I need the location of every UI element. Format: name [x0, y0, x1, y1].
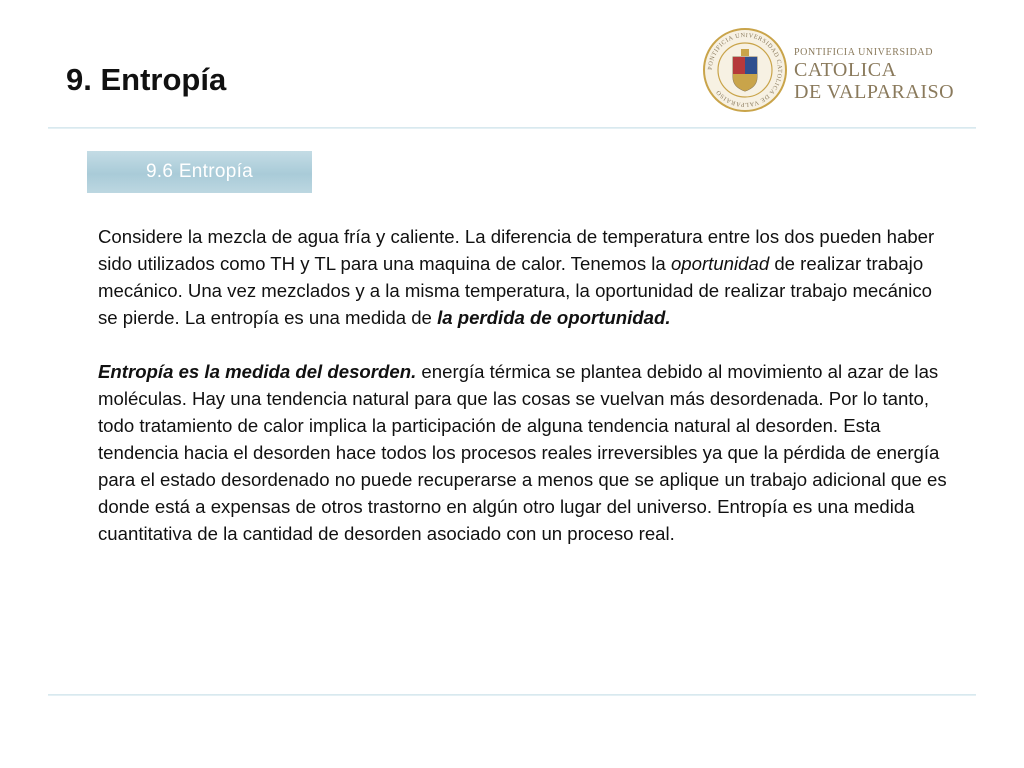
paragraph-1: [98, 223, 948, 331]
seal-text: PONTIFICIA UNIVERSIDAD CATOLICA DE VALPARAISO: [706, 31, 784, 109]
bottom-divider: [48, 694, 976, 696]
logo-line-1: PONTIFICIA UNIVERSIDAD: [794, 47, 934, 58]
logo-line-2: CATOLICA: [794, 59, 897, 81]
paragraph-2-text: energía térmica se plantea debido al movimiento al azar de las moléculas. Hay una tendencia natural para que las cosas se vuelvan más desordenada. Por lo tanto, todo tratamiento de calor implica la participación de alguna tendencia natural al desorden. Esta tendencia hacia el desorden hace todos los procesos reales irreversibles ya que la pérdida de energía para el estado desordenado no puede recuperarse a menos que se aplique un trabajo adicional que es donde está a expensas de otros trastorno en algún otro lugar del universo. Entropía es una medida cuantitativa de la cantidad de desorden asociado con un proceso real.: [98, 361, 947, 544]
paragraph-2-strong-emphasis: Entropía es la medida del desorden.: [98, 361, 417, 382]
slide-body: [98, 223, 948, 547]
logo-wordmark: [794, 47, 954, 103]
paragraph-1-emphasis: oportunidad: [670, 253, 770, 274]
university-logo: [702, 27, 992, 117]
university-seal-icon: [702, 27, 788, 113]
slide-title: 9. Entropía: [66, 62, 227, 97]
paragraph-2: [98, 358, 948, 547]
section-label: 9.6 Entropía: [145, 161, 254, 182]
paragraph-1-text-a: Considere la mezcla de agua fría y caliente. La diferencia de temperatura entre los dos pueden haber sido utilizados como TH y TL para una maquina de calor. Tenemos la: [98, 226, 935, 274]
logo-line-3: DE VALPARAISO: [794, 81, 955, 103]
paragraph-1-strong-emphasis: la perdida de oportunidad.: [437, 307, 671, 328]
top-divider: [48, 127, 976, 129]
paragraph-1-text-b: de realizar trabajo mecánico. Una vez mezclados y a la misma temperatura, la oportunidad de realizar trabajo mecánico se pierde. La entropía es una medida de: [98, 253, 933, 328]
section-header: [87, 151, 312, 193]
